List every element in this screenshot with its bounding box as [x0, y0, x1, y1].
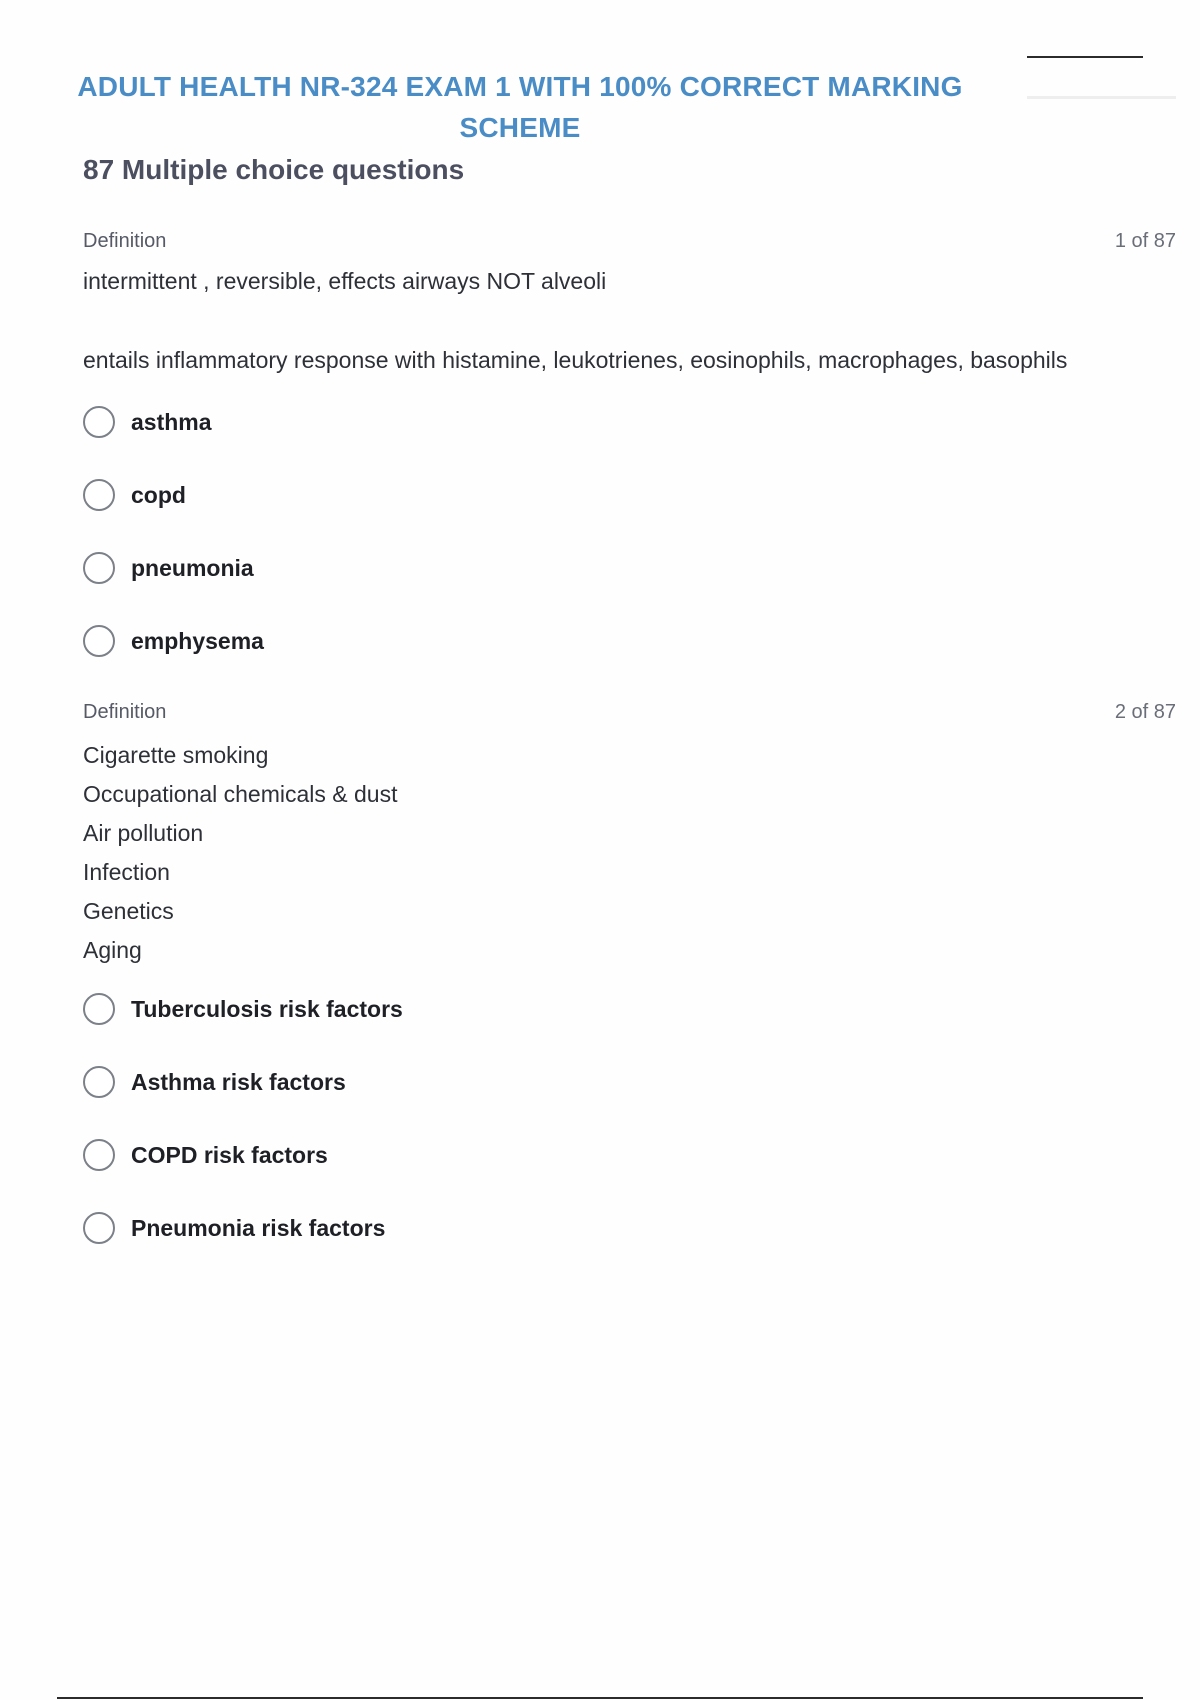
footer-rule — [57, 1697, 1143, 1699]
question-1-text-line: entails inflammatory response with histamine, leukotrienes, eosinophils, macrophages, basophils — [83, 347, 1068, 373]
question-2-option-tuberculosis-risk-factors[interactable] — [83, 990, 783, 1028]
radio-button[interactable] — [83, 1212, 115, 1244]
question-1-option-copd[interactable] — [83, 476, 783, 514]
question-2-text-line: Aging — [83, 937, 142, 963]
question-2-type-label: Definition — [83, 701, 167, 723]
question-2-option-pneumonia-risk-factors[interactable] — [83, 1209, 783, 1247]
question-2-text-line: Genetics — [83, 898, 174, 924]
question-2-counter: 2 of 87 — [1114, 701, 1176, 723]
option-label: copd — [131, 482, 186, 508]
document-title-line-2: SCHEME — [459, 112, 581, 143]
document-title-line-1: ADULT HEALTH NR-324 EXAM 1 WITH 100% CORRECT MARKING — [77, 71, 963, 102]
header-rule — [1027, 56, 1143, 58]
option-label: Asthma risk factors — [131, 1069, 346, 1095]
question-1-type-label: Definition — [83, 230, 167, 252]
question-1-counter: 1 of 87 — [1114, 230, 1176, 252]
radio-button[interactable] — [83, 993, 115, 1025]
option-label: emphysema — [131, 628, 264, 654]
question-1-text-line: intermittent , reversible, effects airways NOT alveoli — [83, 268, 607, 294]
question-1-text — [83, 266, 1183, 375]
question-2-text-line: Cigarette smoking — [83, 742, 269, 768]
question-1-option-asthma[interactable] — [83, 403, 783, 441]
radio-button[interactable] — [83, 1139, 115, 1171]
question-2-text-line: Occupational chemicals & dust — [83, 781, 398, 807]
question-1-option-pneumonia[interactable] — [83, 549, 783, 587]
question-1-text-line — [83, 304, 1183, 345]
question-2-text-line: Infection — [83, 859, 170, 885]
question-2-text — [83, 736, 1183, 970]
document-title — [40, 66, 1000, 148]
header-rule-light — [1027, 96, 1176, 99]
option-label: COPD risk factors — [131, 1142, 328, 1168]
question-1-header — [83, 228, 1176, 254]
option-label: Tuberculosis risk factors — [131, 996, 403, 1022]
radio-button[interactable] — [83, 625, 115, 657]
radio-button[interactable] — [83, 406, 115, 438]
option-label: pneumonia — [131, 555, 254, 581]
question-count-heading: 87 Multiple choice questions — [83, 154, 465, 185]
option-label: Pneumonia risk factors — [131, 1215, 386, 1241]
radio-button[interactable] — [83, 479, 115, 511]
option-label: asthma — [131, 409, 212, 435]
radio-button[interactable] — [83, 552, 115, 584]
question-2-text-line: Air pollution — [83, 820, 204, 846]
question-1-option-emphysema[interactable] — [83, 622, 783, 660]
question-2-option-copd-risk-factors[interactable] — [83, 1136, 783, 1174]
question-2-header — [83, 699, 1176, 725]
radio-button[interactable] — [83, 1066, 115, 1098]
question-2-option-asthma-risk-factors[interactable] — [83, 1063, 783, 1101]
